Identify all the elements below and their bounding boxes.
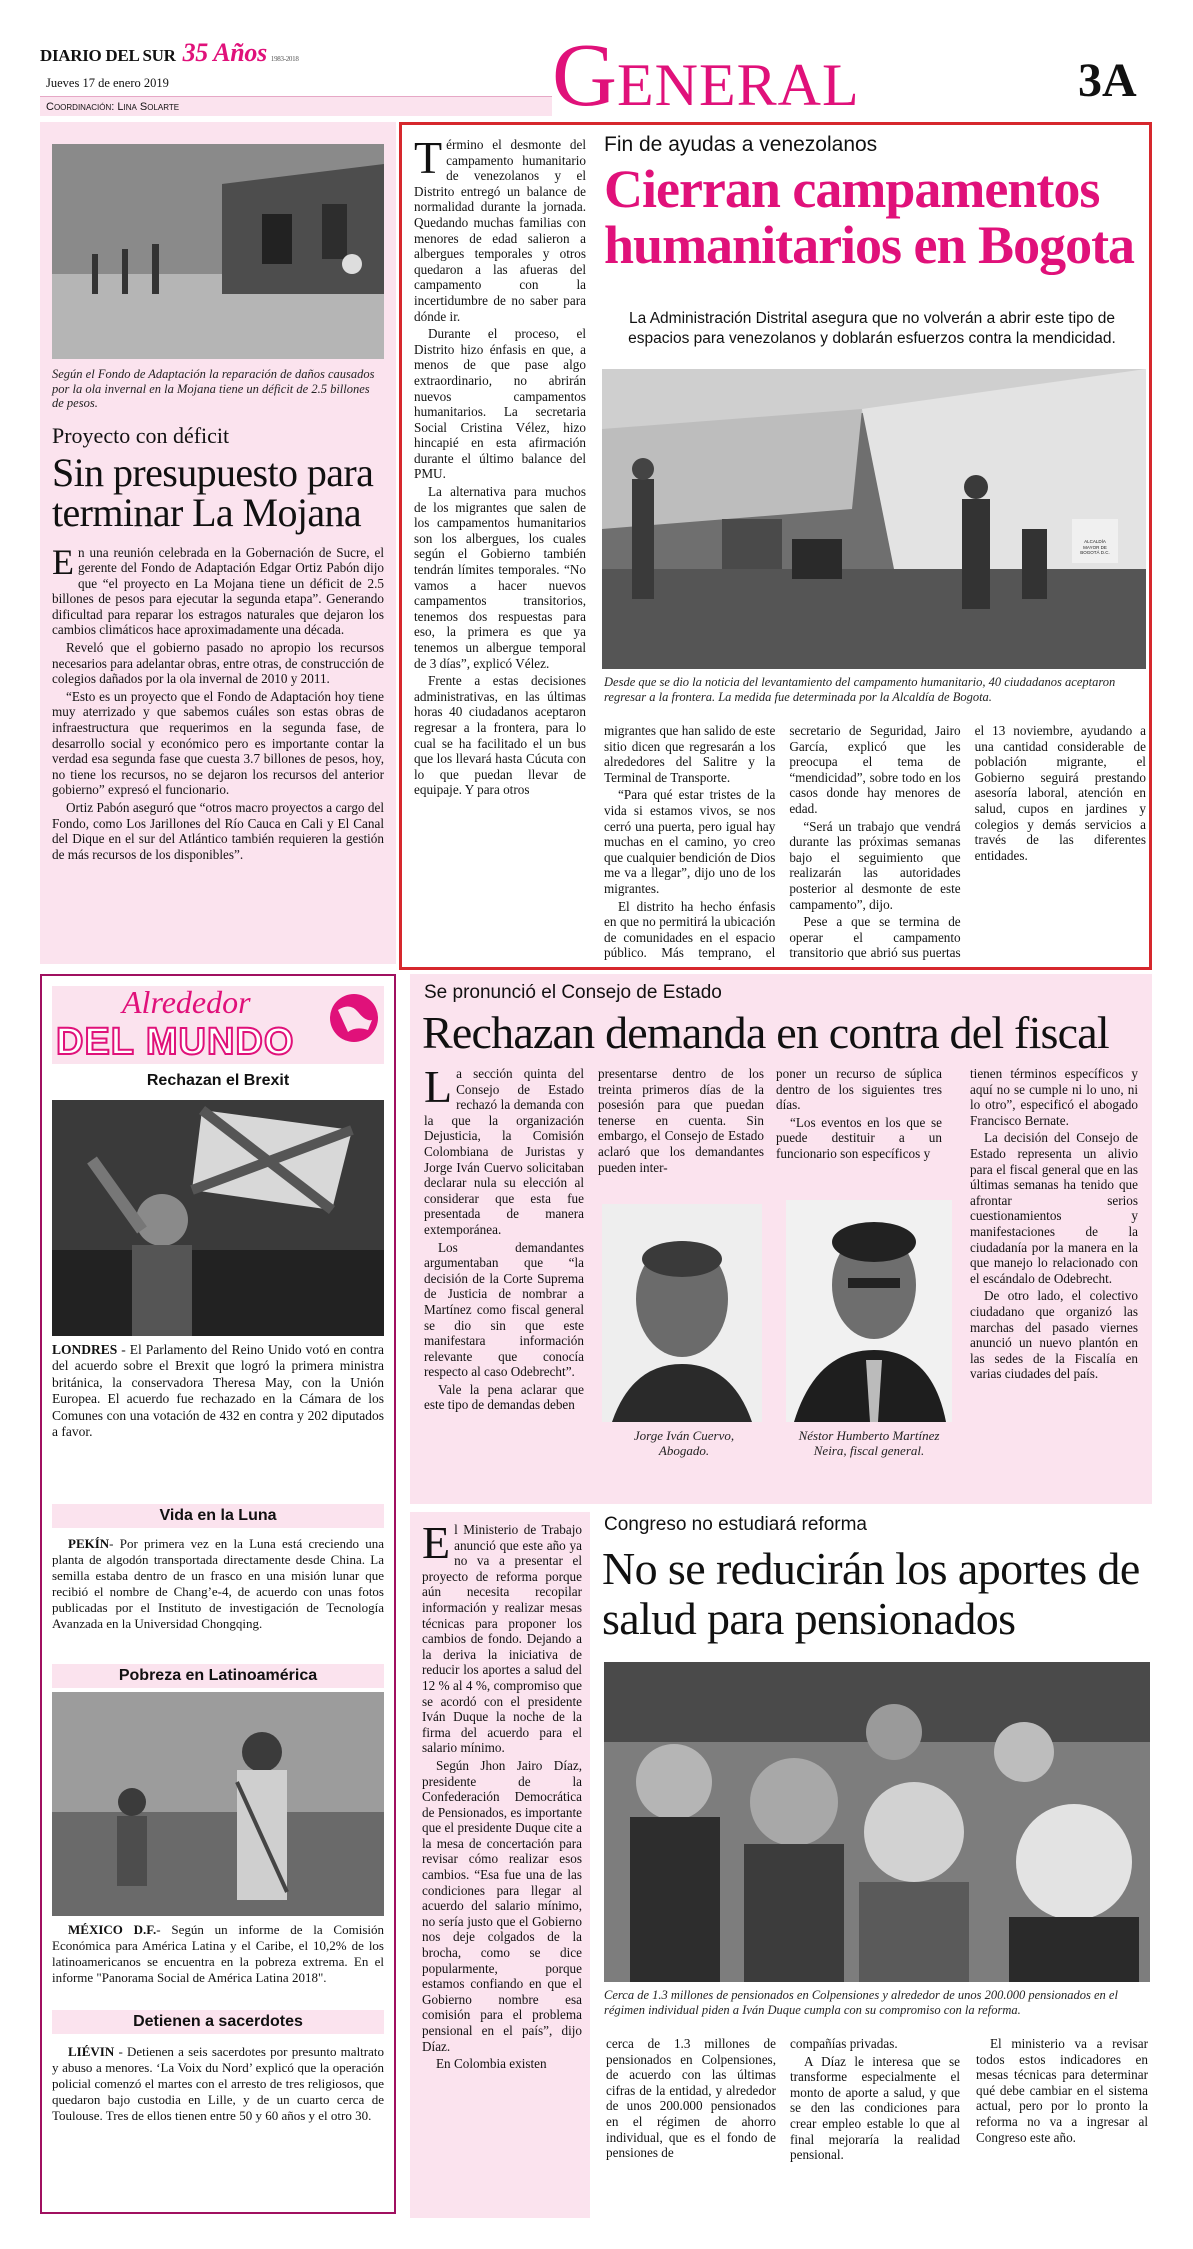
pension-bottom-col1 bbox=[606, 2036, 776, 2216]
mundo-banner-line1: Alrededor bbox=[122, 984, 251, 1020]
pension-left-p3: En Colombia existen bbox=[436, 2056, 547, 2072]
anniversary-years: 1983-2018 bbox=[270, 55, 299, 63]
mundo-s4-text: - Detienen a seis sacerdotes por presunto maltrato y abuso a menores. ‘La Voix du Nord’ explicó que la operación policial comenzó el martes con el arresto de tres religiosos, que quedaron bajo custodia en Lille, y de un cuarto cerca de Toulouse. Tres de ellos tienen entre 50 y 60 años y el otro 30. bbox=[52, 2044, 384, 2123]
fiscal-article bbox=[410, 974, 1152, 1504]
pension-left-column bbox=[410, 1512, 590, 2218]
paper-name: DIARIO DEL SUR bbox=[40, 46, 176, 65]
fiscal-c1-p2: Los demandantes argumentaban que “la decisión de la Corte Suprema de Justicia de nombrar a Martínez como fiscal general se dio sin que este manifestara información relevante que conocía respecto al caso Odebrecht”. bbox=[424, 1239, 584, 1380]
fiscal-c3-p2: “Los eventos en los que se puede destituir a un funcionario son específicos y bbox=[776, 1114, 942, 1161]
mojana-p3: “Esto es un proyecto que el Fondo de Adaptación hoy tiene muy aterrizado y que sabemos cuáles son estas obras de infraestructura que requerimos en la segunda fase, de desarrollo social y económico pero es importante contar la verdad esa segunda fase que cuesta 3.7 billones de pesos, hoy, no tiene los recursos, no se dejaron los recursos del anterior gobierno” expresó el funcionario. bbox=[52, 688, 384, 798]
flood-photo bbox=[52, 144, 384, 359]
fiscal-col2 bbox=[598, 1066, 764, 1177]
coordination-label: Coordinación: Lina Solarte bbox=[46, 101, 180, 113]
pension-headline: No se reducirán los aportes de salud para pensionados bbox=[602, 1543, 1140, 1644]
mundo-s3-title: Pobreza en Latinoamérica bbox=[118, 1667, 318, 1684]
portrait-martinez-photo bbox=[786, 1200, 952, 1422]
mundo-s4-lead: LIÉVIN bbox=[68, 2044, 115, 2059]
mundo-banner bbox=[52, 986, 384, 1064]
pension-dropcap: E bbox=[422, 1517, 451, 1568]
mundo-s3-header bbox=[52, 1664, 384, 1688]
mundo-s4-body bbox=[52, 2044, 384, 2124]
issue-date: Jueves 17 de enero 2019 bbox=[46, 76, 169, 90]
mundo-s2-text: - Por primera vez en la Luna está creciendo una planta de algodón transportada directamente desde China. La semilla estaba dentro de un frasco en una misión lunar que recibió el nombre de Chang’e-4, de acuerdo con unas fotos publicadas por el Instituto de investigación de Tecnología Avanzada en la Universidad Chongqing. bbox=[52, 1536, 384, 1631]
bogota-left-p3: La alternativa para muchos de los migrantes que salen de los campamentos humanitarios son los albergues, los cuales según el Gobierno también tendrán límites temporales. “No vamos a hacer nuevos campamentos transitorios, tenemos dos respuestas para eso, la primera es que ya tenemos un albergue temporal de 3 días”, explicó Vélez. bbox=[414, 484, 586, 671]
brexit-protest-photo bbox=[52, 1100, 384, 1336]
anniversary-badge: 35 Años bbox=[182, 38, 267, 67]
pension-b2: compañías privadas. bbox=[790, 2036, 898, 2051]
pension-b2b: A Díaz le interesa que se transforme especialmente el monto de aporte a salud, y que se den las condiciones para crear empleo estable lo que al final mejoraría la realidad pensional. bbox=[790, 2053, 960, 2163]
bogota-left-p2: Durante el proceso, el Distrito hizo énfasis en que, a menos de que pase algo extraordinario, no abrirán nuevos campamentos humanitarios. La secretaria Social Cristina Vélez, hizo hincapié en esta afirmación durante el último balance del PMU. bbox=[414, 326, 586, 482]
mundo-s4-header bbox=[52, 2010, 384, 2034]
mundo-s2-body bbox=[52, 1536, 384, 1632]
fiscal-c3-text: poner un recurso de súplica dentro de los siguientes tres días. bbox=[776, 1066, 942, 1113]
pensioners-photo-art bbox=[604, 1662, 1150, 1982]
pension-left-p1: l Ministerio de Trabajo anunció que este año ya no va a presentar el proyecto de reforma porque aún necesita recopilar información y realizar mesas técnicas para proponer los cambios de fondo. Dejando a la deriva la iniciativa de reducir los aportes a salud del 12 % al 4 %, compromiso que se acordó con el presidente Iván Duque la noche de la firma del acuerdo para el salario mínimo. bbox=[422, 1522, 582, 1756]
pension-kicker: Congreso no estudiará reforma bbox=[604, 1514, 867, 1535]
paper-logo bbox=[40, 38, 299, 68]
bogota-subhead: La Administración Distrital asegura que no volverán a abrir este tipo de espacios para venezolanos y doblarán esfuerzos contra la mendicidad. bbox=[628, 310, 1116, 347]
fiscal-c4-p3: De otro lado, el colectivo ciudadano que organizó las marchas del pasado viernes anunció un nuevo plantón en las sedes de la Fiscalía en varias ciudades del país. bbox=[970, 1288, 1138, 1382]
fiscal-c4-p1: tienen términos específicos y aquí no se cumple ni lo uno, ni lo otro”, especificó el abogado Francisco Bernate. bbox=[970, 1066, 1138, 1128]
camp-photo bbox=[602, 369, 1146, 669]
mundo-s3-text: - Según un informe de la Comisión Económica para América Latina y el Caribe, el 10,2% de los latinoamericanos se encuentra en la pobreza extrema. En el informe "Panorama Social de América Latina 2018". bbox=[52, 1922, 384, 1985]
pension-b3: El ministerio va a revisar todos estos indicadores en mesas técnicas para determinar qué debe cambiar en el sistema actual, pero por lo pronto la reforma no va a ingresar al Congreso este año. bbox=[976, 2036, 1148, 2145]
pension-left-p2: Según Jhon Jairo Díaz, presidente de la Confederación Democrática de Pensionados, es importante que el presidente Duque cite a la mesa de concertación para revisar cómo realizar esos cambios. “Esa fue una de las condiciones para llegar al acuerdo del salario mínimo, no sería justo que el Gobierno nos deje colgados de la brocha, como se dice popularmente, porque estamos confiando en que el Gobierno nombre esa comisión para el problema pensional en el país”, dijo Díaz. bbox=[422, 1757, 582, 2054]
fiscal-col1 bbox=[424, 1061, 584, 1496]
mundo-s4-title: Detienen a sacerdotes bbox=[133, 2013, 303, 2030]
portrait-cuervo-photo bbox=[602, 1204, 762, 1422]
fiscal-c2-text: presentarse dentro de los treinta primeros días de la posesión para que puedan tenerse en cuenta. Sin embargo, el Consejo de Estado aclaró que los demandantes pueden inter- bbox=[598, 1066, 764, 1175]
bogota-bottom-columns bbox=[604, 723, 1146, 963]
pensioners-photo bbox=[604, 1662, 1150, 1982]
mundo-banner-line2: DEL MUNDO bbox=[56, 1021, 295, 1063]
mojana-body bbox=[52, 541, 384, 863]
bogota-kicker: Fin de ayudas a venezolanos bbox=[604, 133, 878, 156]
fiscal-col4 bbox=[970, 1066, 1138, 1496]
portrait-cuervo-art bbox=[602, 1204, 762, 1422]
poverty-photo-art bbox=[52, 1692, 384, 1916]
mundo-s1-lead: LONDRES bbox=[52, 1342, 118, 1357]
mundo-s2-header bbox=[52, 1504, 384, 1528]
mojana-kicker: Proyecto con déficit bbox=[52, 422, 230, 448]
section-rest: ENERAL bbox=[617, 52, 860, 118]
bogota-left-p1: érmino el desmonte del campamento humanitario de venezolanos y el Distrito entregó un balance de normalidad durante la jornada. Quedando muchas familias con menores de edad salieron a albergues temporales y otros quedaron a las afueras del campamento con la incertidumbre de no saber para dónde ir. bbox=[414, 137, 586, 324]
bogota-bottom-p2: “Para qué estar tristes de la vida si estamos vivos, se nos cerró una puerta, pero igual hay muchas en el camino, yo creo que cualquier bendición de Dios me va a llegar”, dijo uno de los migrantes. bbox=[604, 787, 776, 896]
camp-photo-sign: ALCALDÍA MAYOR DE BOGOTÁ D.C. bbox=[1080, 539, 1110, 555]
portrait-martinez-art bbox=[786, 1200, 952, 1422]
coordination-bar bbox=[40, 96, 552, 116]
pension-article bbox=[410, 1512, 1152, 2218]
flood-photo-art bbox=[52, 144, 384, 359]
section-title bbox=[552, 26, 860, 125]
fiscal-kicker: Se pronunció el Consejo de Estado bbox=[424, 982, 722, 1003]
bogota-bottom-p3: El distrito ha hecho énfasis en que no permitirá la ubicación de comunidades en el espacio público. Más temprano, el secretario de Seguridad, Jairo García, explicó que les preocupa el tema de “mendicidad”, sobre todo en los casos donde hay menores de edad. bbox=[604, 723, 961, 961]
bogota-dropcap: T bbox=[414, 132, 443, 183]
bogota-left-column bbox=[414, 132, 586, 798]
bogota-bottom-p4: “Será un trabajo que vendrá durante las próximas semanas bajo el seguimiento que realizarán las autoridades posterior al desmonte de este campamento”, dijo. bbox=[789, 818, 961, 912]
page-number: 3A bbox=[1078, 54, 1137, 107]
mundo-s2-title: Vida en la Luna bbox=[159, 1507, 277, 1524]
bogota-left-p4: Frente a estas decisiones administrativas, en las últimas horas 40 ciudadanos aceptaron regresar a la frontera, para lo cual se ha facilitado el un bus que los llevará hasta Cúcuta con lo que puedan llevar de equipaje. Y para otros bbox=[414, 673, 586, 798]
portrait-cuervo-caption: Jorge Iván Cuervo, Abogado. bbox=[633, 1428, 735, 1458]
mojana-p1: n una reunión celebrada en la Gobernación de Sucre, el gerente del Fondo de Adaptación Edgar Ortiz Pabón dijo que “el proyecto en La Mojana tiene un déficit de 2.5 billones de pesos para ejecutar la segunda etapa”. Generando dificultad para reparar los estragos naturales que dejaron los cambios climáticos hace aproximadamente una década. bbox=[52, 544, 384, 638]
bogota-caption: Desde que se dio la noticia del levantamiento del campamento humanitario, 40 ciudadanos aceptaron regresar a la frontera. La medida fue determinada por la Alcaldía de Bogota. bbox=[604, 675, 1116, 704]
portrait-martinez-caption: Néstor Humberto Martínez Neira, fiscal general. bbox=[798, 1428, 940, 1458]
mojana-article bbox=[40, 122, 396, 964]
globe-icon bbox=[328, 992, 380, 1044]
fiscal-c4-p2: La decisión del Consejo de Estado representa un alivio para el fiscal general que en las últimas semanas ha tenido que afrontar serios cuestionamientos y manifestaciones de la ciudadanía por la manera en la que manejo lo relacionado con el escándalo de Odebrecht. bbox=[970, 1130, 1138, 1286]
pension-bottom-col3 bbox=[976, 2036, 1148, 2147]
mundo-box bbox=[40, 974, 396, 2214]
mundo-s2-lead: PEKÍN bbox=[68, 1536, 110, 1551]
camp-photo-art bbox=[602, 369, 1146, 669]
masthead bbox=[0, 0, 1193, 125]
mojana-dropcap: E bbox=[52, 541, 74, 582]
fiscal-col3 bbox=[776, 1066, 942, 1164]
brexit-photo-art bbox=[52, 1100, 384, 1336]
mojana-headline: Sin presupuesto para terminar La Mojana bbox=[52, 449, 374, 535]
mundo-s1-body bbox=[52, 1342, 384, 1440]
fiscal-dropcap: L bbox=[424, 1061, 453, 1112]
mundo-s3-lead: MÉXICO D.F. bbox=[68, 1922, 157, 1937]
fiscal-c1-p1: a sección quinta del Consejo de Estado rechazó la demanda con la que la organización Dejusticia, la Comisión Colombiana de Juristas y Jorge Iván Cuervo solicitaban declarar nula su elección al considerar que esta fue presentada de manera extemporánea. bbox=[424, 1066, 584, 1237]
pension-bottom-col2 bbox=[790, 2036, 960, 2165]
mojana-caption: Según el Fondo de Adaptación la reparación de daños causados por la ola invernal en la Mojana tiene un déficit de 2.5 billones de pesos. bbox=[52, 367, 375, 410]
bogota-bottom-p5: Pese a que se termina de operar el campamento transitorio que abrió sus puertas el 13 noviembre, ayudando a una cantidad considerable de población migrante, el Gobierno seguirá prestando asesoría laboral, atención en salud, cupos en jardines y colegios y demás servicios a través de las diferentes entidades. bbox=[789, 723, 1146, 961]
poverty-photo bbox=[52, 1692, 384, 1916]
pension-caption: Cerca de 1.3 millones de pensionados en Colpensiones y alrededor de unos 200.000 pensionados en el régimen individual piden a Iván Duque cumpla con su compromiso con la reforma. bbox=[604, 1988, 1118, 2017]
bogota-bottom-p1: migrantes que han salido de este sitio dicen que regresarán a los alrededores del Salitre y la Terminal de Transporte. bbox=[604, 723, 776, 785]
pension-b1: cerca de 1.3 millones de pensionados en Colpensiones, de acuerdo con las últimas cifras de la entidad, y alrededor de unos 200.000 pensionados en el régimen de ahorro individual, que es el fondo de pensiones de bbox=[606, 2036, 776, 2161]
bogota-article bbox=[399, 122, 1152, 970]
mundo-s1-title: Rechazan el Brexit bbox=[146, 1072, 290, 1089]
mojana-p4: Ortiz Pabón aseguró que “otros macro proyectos a cargo del Fondo, como Los Jarillones del Río Cauca en Cali y El Canal del Dique en el sur del Atlántico también requieren la gestión de más recursos de los disponibles”. bbox=[52, 800, 384, 862]
fiscal-headline: Rechazan demanda en contra del fiscal bbox=[422, 1007, 1109, 1058]
mojana-p2: Reveló que el gobierno pasado no apropio los recursos necesarios para adelantar obras, entre otras, de construcción de colegios dañados por la ola invernal de 2010 y 2011. bbox=[52, 640, 384, 687]
bogota-headline: Cierran campamentos humanitarios en Bogota bbox=[604, 159, 1135, 275]
section-initial: G bbox=[552, 26, 617, 125]
fiscal-c1-p3: Vale la pena aclarar que este tipo de demandas deben bbox=[424, 1381, 584, 1413]
mundo-s3-body bbox=[52, 1922, 384, 1986]
mundo-s1-text: - El Parlamento del Reino Unido votó en contra del acuerdo sobre el Brexit que logró la primera ministra británica, la conservadora Theresa May, con la Unión Europea. El acuerdo fue rechazado en la Cámara de los Comunes con una votación de 432 en contra y 202 diputados a favor. bbox=[52, 1342, 384, 1440]
